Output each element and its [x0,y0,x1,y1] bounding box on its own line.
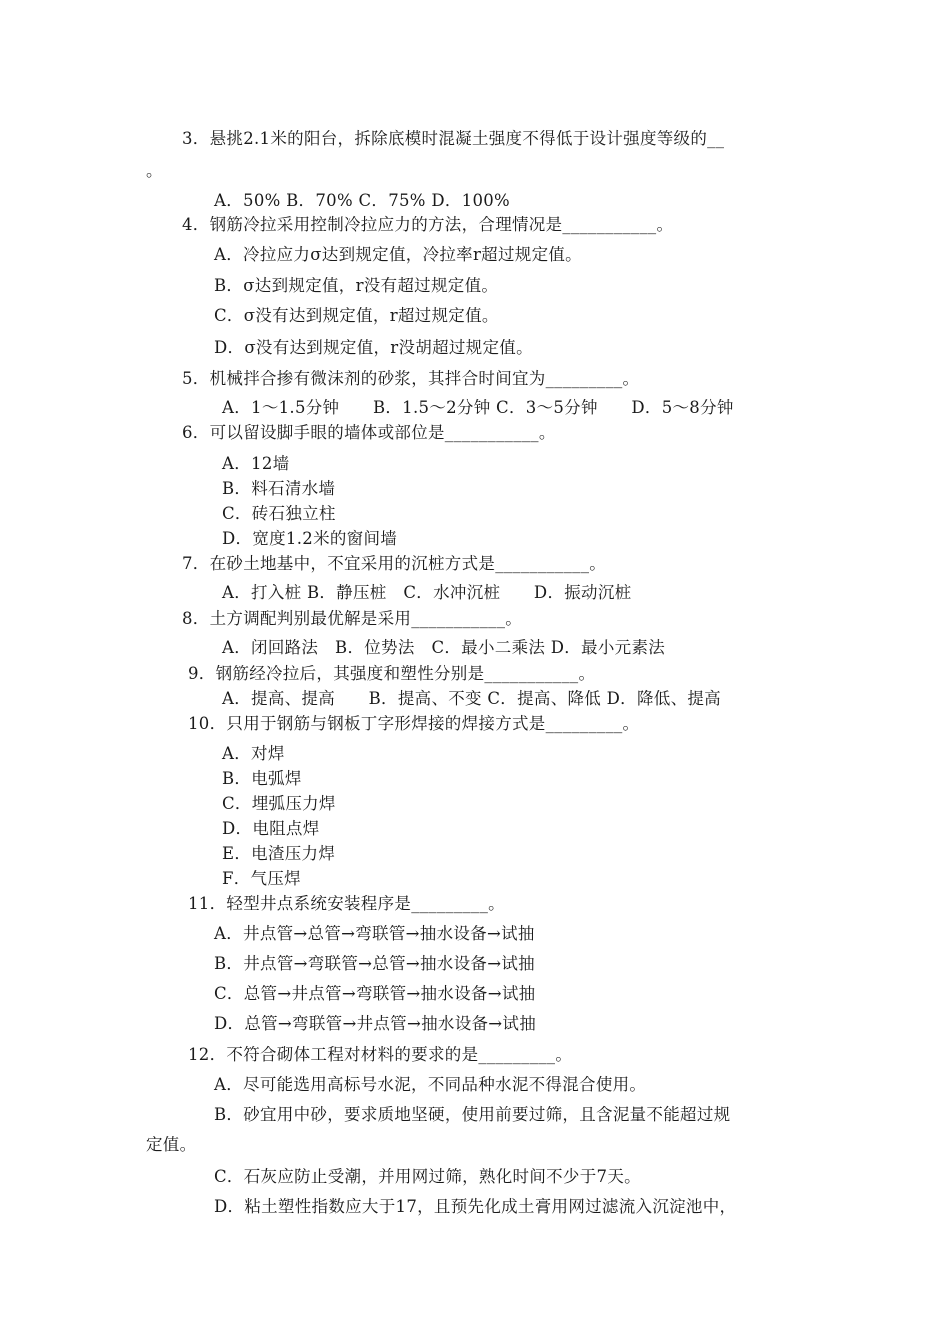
question-6-option-d: D．宽度1.2米的窗间墙 [222,529,398,548]
question-4-option-d: D．σ没有达到规定值，r没胡超过规定值。 [214,338,533,357]
question-12-option-a: A．尽可能选用高标号水泥，不同品种水泥不得混合使用。 [214,1075,647,1094]
question-10-option-c: C．埋弧压力焊 [222,794,336,813]
question-5-stem: 5．机械拌合掺有微沫剂的砂浆，其拌合时间宜为_________。 [182,369,640,388]
question-10-option-f: F．气压焊 [222,869,301,888]
question-6-option-b: B．料石清水墙 [222,479,336,498]
question-12-option-c: C．石灰应防止受潮，并用网过筛，熟化时间不少于7天。 [214,1167,641,1186]
question-3-options: A．50% B．70% C．75% D．100% [214,191,511,210]
question-11-option-c: C．总管→井点管→弯联管→抽水设备→试抽 [214,984,536,1003]
question-6-stem: 6．可以留设脚手眼的墙体或部位是___________。 [182,423,556,442]
question-11-option-d: D．总管→弯联管→井点管→抽水设备→试抽 [214,1014,537,1033]
question-6-option-a: A．12墙 [222,454,290,473]
question-9-options: A．提高、提高 B．提高、不变 C．提高、降低 D．降低、提高 [222,689,721,708]
question-7-stem: 7．在砂土地基中，不宜采用的沉桩方式是___________。 [182,554,607,573]
question-8-stem: 8．土方调配判别最优解是采用___________。 [182,609,523,628]
question-12-option-b-continuation: 定值。 [146,1135,197,1154]
question-3-stem-continuation: 。 [146,161,163,180]
question-11-stem: 11．轻型井点系统安装程序是_________。 [188,894,505,913]
question-8-options: A．闭回路法 B．位势法 C．最小二乘法 D．最小元素法 [222,638,666,657]
question-4-option-c: C．σ没有达到规定值，r超过规定值。 [214,306,499,325]
question-10-option-a: A．对焊 [222,744,285,763]
question-12-option-b: B．砂宜用中砂，要求质地坚硬，使用前要过筛，且含泥量不能超过规 [214,1105,731,1124]
question-4-option-a: A．冷拉应力σ达到规定值，冷拉率r超过规定值。 [214,245,582,264]
question-10-option-d: D．电阻点焊 [222,819,320,838]
question-5-options: A．1～1.5分钟 B．1.5～2分钟 C．3～5分钟 D．5～8分钟 [222,398,734,417]
question-4-option-b: B．σ达到规定值，r没有超过规定值。 [214,276,499,295]
question-11-option-b: B．井点管→弯联管→总管→抽水设备→试抽 [214,954,535,973]
question-11-option-a: A．井点管→总管→弯联管→抽水设备→试抽 [214,924,535,943]
question-12-stem: 12．不符合砌体工程对材料的要求的是_________。 [188,1045,573,1064]
question-4-stem: 4．钢筋冷拉采用控制冷拉应力的方法，合理情况是___________。 [182,215,674,234]
question-3-stem: 3．悬挑2.1米的阳台，拆除底模时混凝土强度不得低于设计强度等级的__ [182,129,725,148]
question-12-option-d: D．粘土塑性指数应大于17，且预先化成土膏用网过滤流入沉淀池中， [214,1197,737,1216]
question-10-option-e: E．电渣压力焊 [222,844,336,863]
question-6-option-c: C．砖石独立柱 [222,504,336,523]
question-9-stem: 9．钢筋经冷拉后，其强度和塑性分别是___________。 [188,664,596,683]
question-10-option-b: B．电弧焊 [222,769,302,788]
question-7-options: A．打入桩 B．静压桩 C．水冲沉桩 D．振动沉桩 [222,583,632,602]
question-10-stem: 10．只用于钢筋与钢板丁字形焊接的焊接方式是_________。 [188,714,640,733]
